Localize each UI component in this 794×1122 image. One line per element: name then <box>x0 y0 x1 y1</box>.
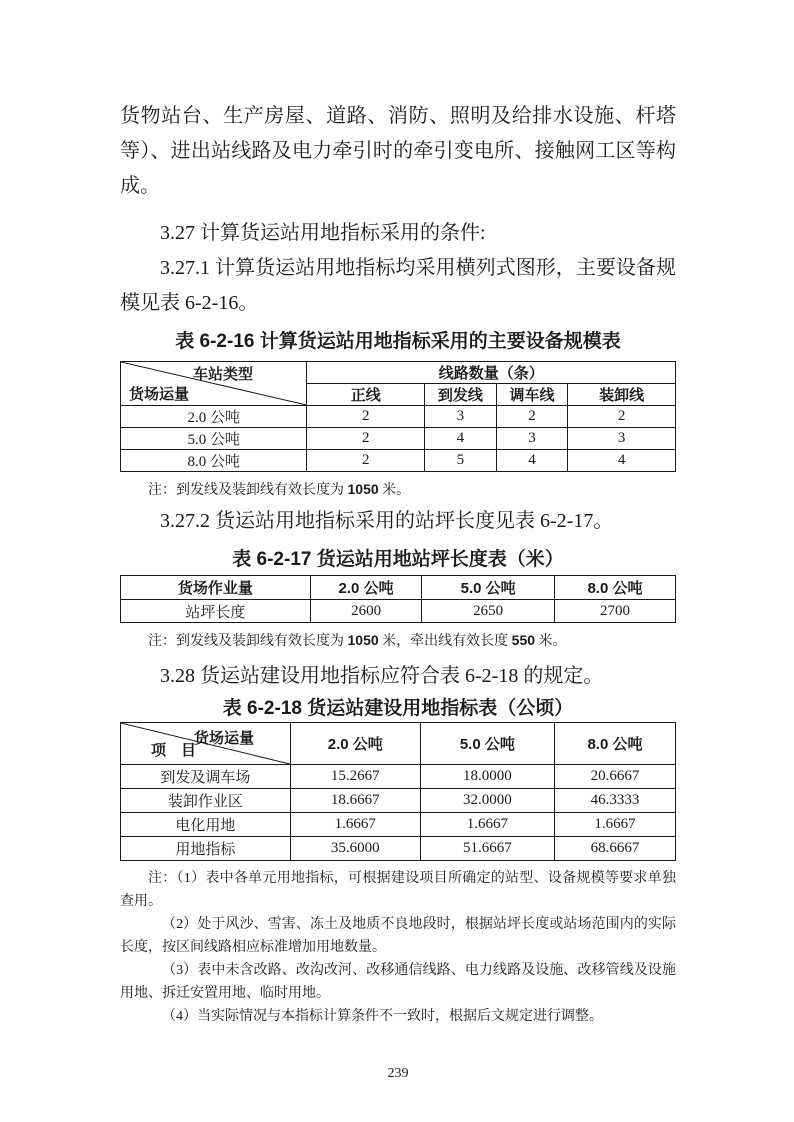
table-cell: 3 <box>568 428 676 450</box>
column-header: 8.0 公吨 <box>554 576 675 600</box>
note-item-3: （3）表中未含改路、改沟改河、改移通信线路、电力线路及设施、改移管线及设施用地、拆迁安置用地、临时用地。 <box>120 963 676 1001</box>
heading-3-27: 3.27 计算货运站用地指标采用的条件: <box>160 222 486 244</box>
column-header: 2.0 公吨 <box>310 576 422 600</box>
table-cell: 5 <box>425 450 497 472</box>
note-number: 1050 <box>347 481 379 497</box>
note-text: 注：到发线及装卸线有效长度为 <box>148 483 348 498</box>
note-text: 米。 <box>535 634 567 649</box>
table-row <box>121 837 676 861</box>
table-cell: 2 <box>307 406 425 428</box>
column-header: 装卸线 <box>568 384 676 406</box>
table-6-2-16-title: 表 6-2-16 计算货运站用地指标采用的主要设备规模表 <box>175 331 621 352</box>
corner-header-cell <box>121 723 291 765</box>
table-row <box>121 600 676 623</box>
row-label: 电化用地 <box>121 813 291 837</box>
corner-header-cell <box>121 362 307 406</box>
column-header: 5.0 公吨 <box>422 576 555 600</box>
table-6-2-16-note <box>120 478 676 502</box>
table-cell: 18.0000 <box>420 765 554 789</box>
corner-top-label: 车站类型 <box>192 366 254 383</box>
table-row <box>121 813 676 837</box>
row-label: 用地指标 <box>121 837 291 861</box>
table-cell: 2 <box>568 406 676 428</box>
table-cell: 2 <box>496 406 568 428</box>
table-6-2-17-title: 表 6-2-17 货运站用地站坪长度表（米） <box>232 549 564 570</box>
table-cell: 2700 <box>554 600 675 623</box>
column-header: 正线 <box>307 384 425 406</box>
table-cell: 4 <box>496 450 568 472</box>
paragraph-intro: 货物站台、生产房屋、道路、消防、照明及给排水设施、杆塔等）、进出站线路及电力牵引时的牵引变电所、接触网工区等构成。 <box>120 105 676 197</box>
table-row <box>121 406 676 428</box>
table-cell: 2600 <box>310 600 422 623</box>
note-item-4: （4）当实际情况与本指标计算条件不一致时，根据后文规定进行调整。 <box>162 1009 603 1024</box>
column-header: 到发线 <box>425 384 497 406</box>
table-cell: 4 <box>568 450 676 472</box>
group-header-cell: 线路数量（条） <box>307 362 676 384</box>
note-item-2: （2）处于风沙、雪害、冻土及地质不良地段时，根据站坪长度或站场范围内的实际长度，按区间线路相应标准增加用地数量。 <box>120 917 676 955</box>
column-header: 8.0 公吨 <box>554 723 675 765</box>
table-6-2-17-note <box>120 629 676 653</box>
table-cell: 2650 <box>422 600 555 623</box>
paragraph-3-27-1: 3.27.1 计算货运站用地指标均采用横列式图形，主要设备规模见表 6-2-16。 <box>120 257 676 314</box>
table-cell: 32.0000 <box>420 789 554 813</box>
table-cell: 3 <box>425 406 497 428</box>
table-row <box>121 789 676 813</box>
row-label: 装卸作业区 <box>121 789 291 813</box>
row-label: 5.0 公吨 <box>121 428 307 450</box>
table-cell: 15.2667 <box>290 765 420 789</box>
table-6-2-18-title: 表 6-2-18 货运站建设用地指标表（公顷） <box>222 698 574 719</box>
note-text: 注：到发线及装卸线有效长度为 <box>148 634 348 649</box>
table-6-2-18 <box>120 722 676 861</box>
page-number: 239 <box>387 1066 409 1081</box>
note-number: 1050 <box>347 632 379 648</box>
row-label: 站坪长度 <box>121 600 311 623</box>
table-cell: 68.6667 <box>554 837 675 861</box>
column-header: 调车线 <box>496 384 568 406</box>
table-row <box>121 576 676 600</box>
table-cell: 2 <box>307 450 425 472</box>
note-text: 米，牵出线有效长度 <box>378 634 512 649</box>
table-cell: 1.6667 <box>290 813 420 837</box>
table-row <box>121 765 676 789</box>
table-6-2-16 <box>120 361 676 472</box>
table-cell: 51.6667 <box>420 837 554 861</box>
note-text: 米。 <box>378 483 411 498</box>
table-cell: 35.6000 <box>290 837 420 861</box>
table-cell: 4 <box>425 428 497 450</box>
table-row <box>121 723 676 765</box>
table-cell: 2 <box>307 428 425 450</box>
table-cell: 3 <box>496 428 568 450</box>
row-label: 8.0 公吨 <box>121 450 307 472</box>
column-header: 5.0 公吨 <box>420 723 554 765</box>
table-6-2-18-notes <box>120 867 676 1028</box>
table-row <box>121 428 676 450</box>
table-6-2-17 <box>120 575 676 623</box>
table-cell: 20.6667 <box>554 765 675 789</box>
corner-bottom-label: 货场运量 <box>129 386 190 403</box>
table-cell: 46.3333 <box>554 789 675 813</box>
column-header: 货场作业量 <box>121 576 311 600</box>
table-cell: 1.6667 <box>420 813 554 837</box>
note-number: 550 <box>511 632 536 648</box>
row-label: 到发及调车场 <box>121 765 291 789</box>
table-row <box>121 450 676 472</box>
note-item-1: 注：（1）表中各单元用地指标，可根据建设项目所确定的站型、设备规模等要求单独查用。 <box>120 871 676 909</box>
table-cell: 1.6667 <box>554 813 675 837</box>
row-label: 2.0 公吨 <box>121 406 307 428</box>
table-cell: 18.6667 <box>290 789 420 813</box>
table-row <box>121 362 676 384</box>
heading-3-28: 3.28 货运站建设用地指标应符合表 6-2-18 的规定。 <box>160 665 604 687</box>
corner-bottom-label: 项 目 <box>151 742 197 759</box>
heading-3-27-2: 3.27.2 货运站用地指标采用的站坪长度见表 6-2-17。 <box>160 510 614 532</box>
column-header: 2.0 公吨 <box>290 723 420 765</box>
corner-top-label: 货场运量 <box>193 730 254 747</box>
